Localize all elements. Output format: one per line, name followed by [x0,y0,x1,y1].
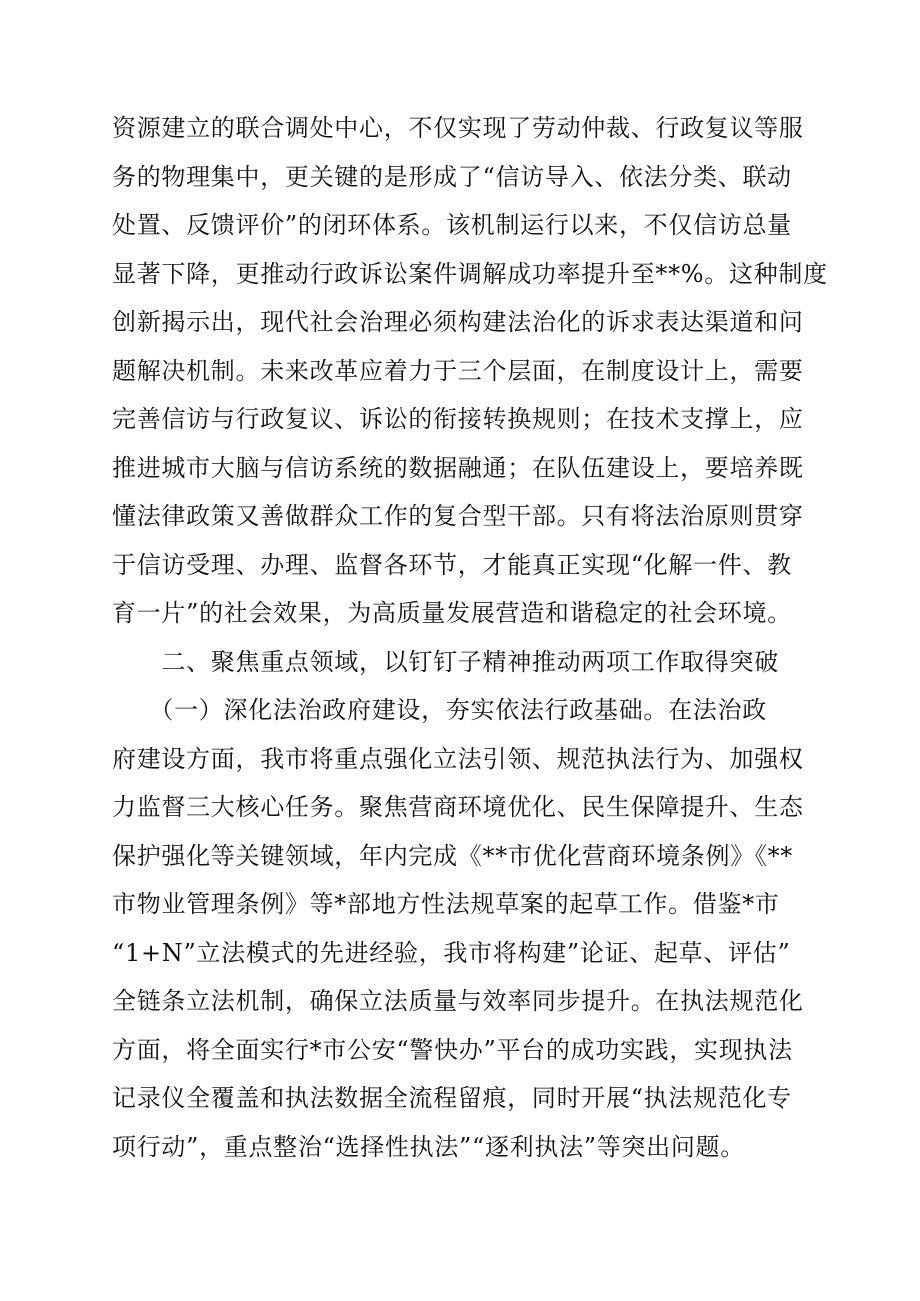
text-line: 力监督三大核心任务。聚焦营商环境优化、民生保障提升、生态 [112,793,804,821]
text-line: 创新揭示出，现代社会治理必须构建法治化的诉求表达渠道和问 [112,308,804,336]
text-line: 务的物理集中，更关键的是形成了“信访导入、依法分类、联动 [112,162,792,191]
text-line: 府建设方面，我市将重点强化立法引领、规范执法行为、加强权 [112,744,804,773]
text-line: 记录仪全覆盖和执法数据全流程留痕，同时开展“执法规范化专 [112,1084,792,1112]
text-line: 资源建立的联合调处中心，不仅实现了劳动仲裁、行政复议等服 [112,114,804,142]
section-heading: 二、聚焦重点领域，以钉钉子精神推动两项工作取得突破 [112,647,779,676]
text-line: 保护强化等关键领域，年内完成《**市优化营商环境条例》《** [112,841,793,870]
text-line: “1+N”立法模式的先进经验，我市将构建”论证、起草、评估” [112,938,791,967]
text-line: 懂法律政策又善做群众工作的复合型干部。只有将法治原则贯穿 [112,502,804,530]
text-line: 全链条立法机制，确保立法质量与效率同步提升。在执法规范化 [112,987,804,1015]
text-line: 育一片”的社会效果，为高质量发展营造和谐稳定的社会环境。 [112,599,792,627]
text-line: 推进城市大脑与信访系统的数据融通；在队伍建设上，要培养既 [112,453,804,482]
text-line: 完善信访与行政复议、诉讼的衔接转换规则；在技术支撑上，应 [112,405,804,433]
text-line: 方面，将全面实行*市公安“警快办”平台的成功实践，实现执法 [112,1035,793,1064]
text-line: 题解决机制。未来改革应着力于三个层面，在制度设计上，需要 [112,356,804,385]
text-line: 于信访受理、办理、监督各环节，才能真正实现“化解一件、教 [112,550,792,579]
text-line: 项行动”，重点整治“选择性执法”“逐利执法”等突出问题。 [112,1132,745,1161]
text-line: 显著下降，更推动行政诉讼案件调解成功率提升至**%。这种制度 [112,259,828,288]
subsection-heading-line: （一）深化法治政府建设，夯实依法行政基础。在法治政 [112,696,767,724]
text-line: 市物业管理条例》等*部地方性法规草案的起草工作。借鉴*市 [112,890,780,918]
text-line: 处置、反馈评价”的闭环体系。该机制运行以来，不仅信访总量 [112,211,792,239]
body-text [112,104,828,1171]
